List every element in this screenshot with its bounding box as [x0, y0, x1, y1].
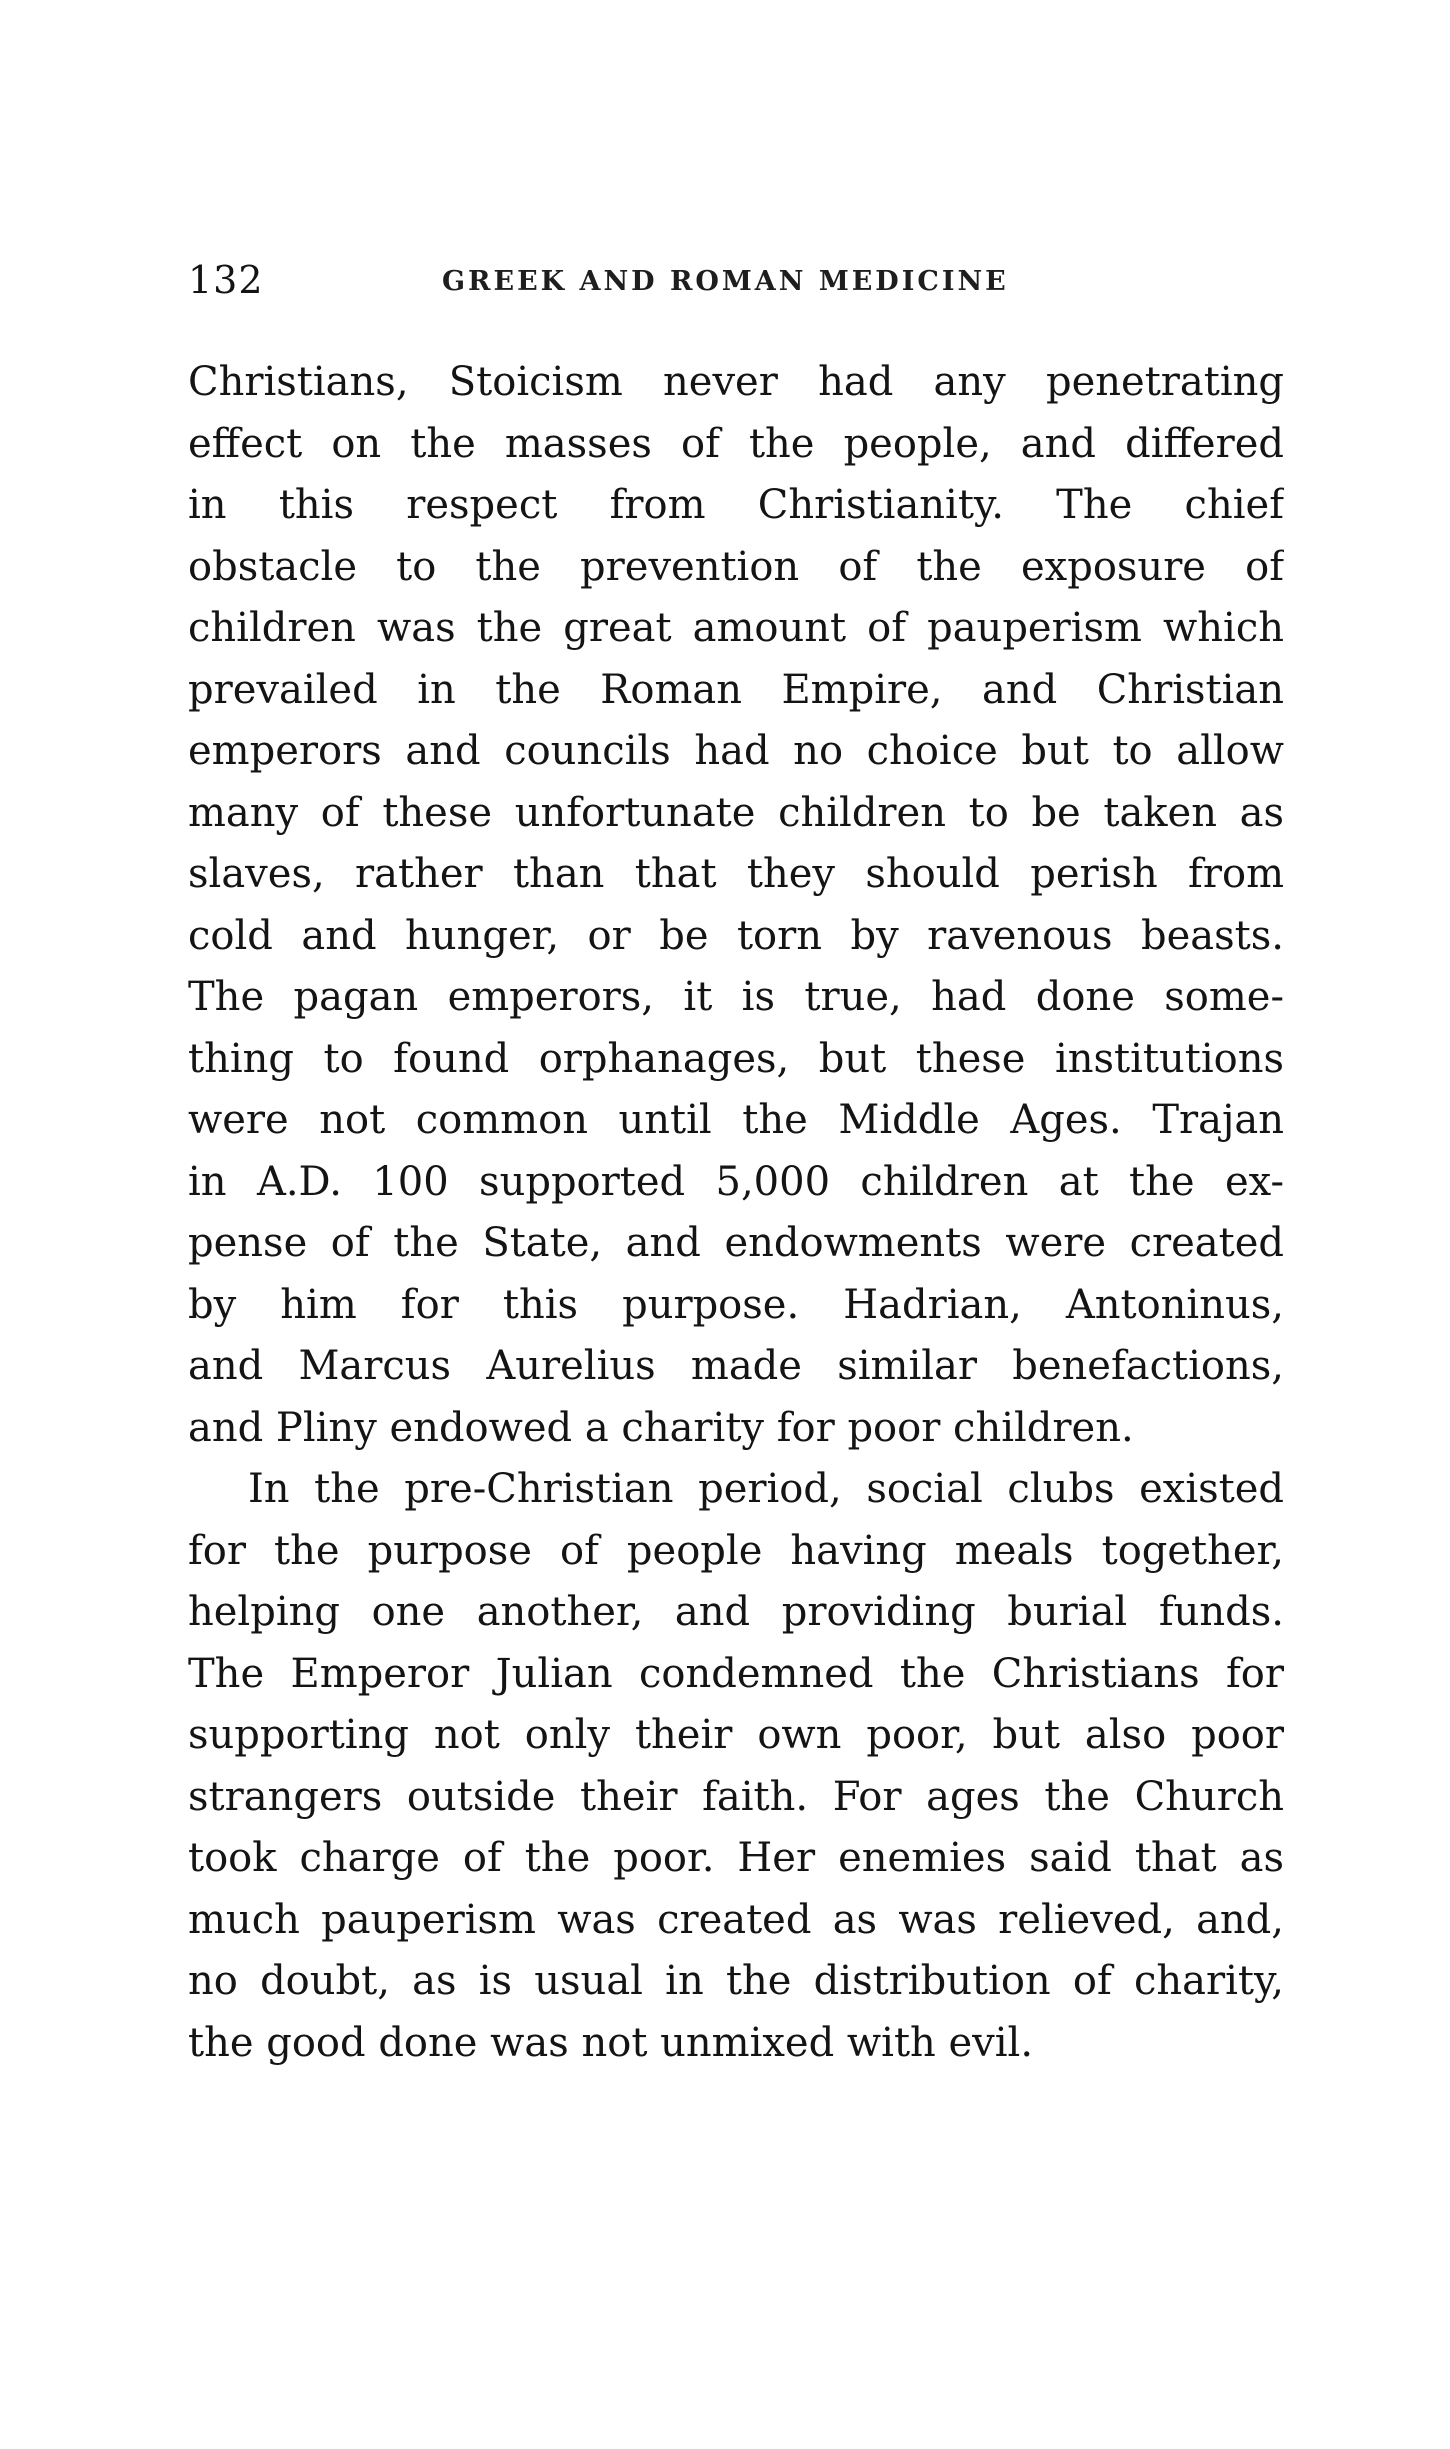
text-line: strangers outside their faith. For ages the Church — [188, 1773, 1284, 1820]
text-line: The Emperor Julian condemned the Christians for — [188, 1650, 1284, 1697]
text-line: effect on the masses of the people, and differed — [188, 420, 1284, 467]
text-line: by him for this purpose. Hadrian, Antoninus, — [188, 1281, 1284, 1328]
text-line: in A.D. 100 supported 5,000 children at the ex- — [188, 1158, 1284, 1205]
body-text — [188, 352, 1284, 2074]
text-line: many of these unfortunate children to be taken as — [188, 789, 1284, 836]
text-line: obstacle to the prevention of the exposure of — [188, 543, 1284, 590]
text-line: much pauperism was created as was relieved, and, — [188, 1896, 1284, 1943]
paragraph-2 — [188, 1459, 1284, 2074]
text-line: slaves, rather than that they should perish from — [188, 851, 1284, 897]
text-line: The pagan emperors, it is true, had done some- — [188, 974, 1284, 1020]
text-line: thing to found orphanages, but these institutions — [188, 1035, 1284, 1082]
text-line: for the purpose of people having meals together, — [188, 1527, 1284, 1574]
text-line: in this respect from Christianity. The chief — [188, 482, 1284, 528]
text-line: no doubt, as is usual in the distribution of charity, — [188, 1958, 1284, 2004]
text-line: were not common until the Middle Ages. Trajan — [188, 1097, 1284, 1143]
text-line: pense of the State, and endowments were created — [188, 1220, 1284, 1266]
text-line: children was the great amount of pauperism which — [188, 605, 1284, 651]
text-line: cold and hunger, or be torn by ravenous beasts. — [188, 912, 1284, 959]
text-line: and Pliny endowed a charity for poor children. — [188, 1404, 1134, 1451]
text-line: supporting not only their own poor, but also poor — [188, 1712, 1284, 1758]
text-line: the good done was not unmixed with evil. — [188, 2019, 1034, 2066]
paragraph-1 — [188, 352, 1284, 1459]
running-title: GREEK AND ROMAN MEDICINE — [442, 266, 1009, 297]
text-line: emperors and councils had no choice but to allow — [188, 728, 1284, 774]
page-number: 132 — [188, 258, 264, 302]
text-line: prevailed in the Roman Empire, and Christian — [188, 666, 1284, 713]
text-line: Christians, Stoicism never had any penetrating — [188, 359, 1284, 405]
running-head — [188, 258, 1288, 308]
text-line: helping one another, and providing burial funds. — [188, 1589, 1284, 1635]
text-line: In the pre-Christian period, social clubs existed — [248, 1466, 1284, 1512]
text-line: and Marcus Aurelius made similar benefactions, — [188, 1343, 1284, 1389]
text-line: took charge of the poor. Her enemies said that as — [188, 1835, 1284, 1881]
